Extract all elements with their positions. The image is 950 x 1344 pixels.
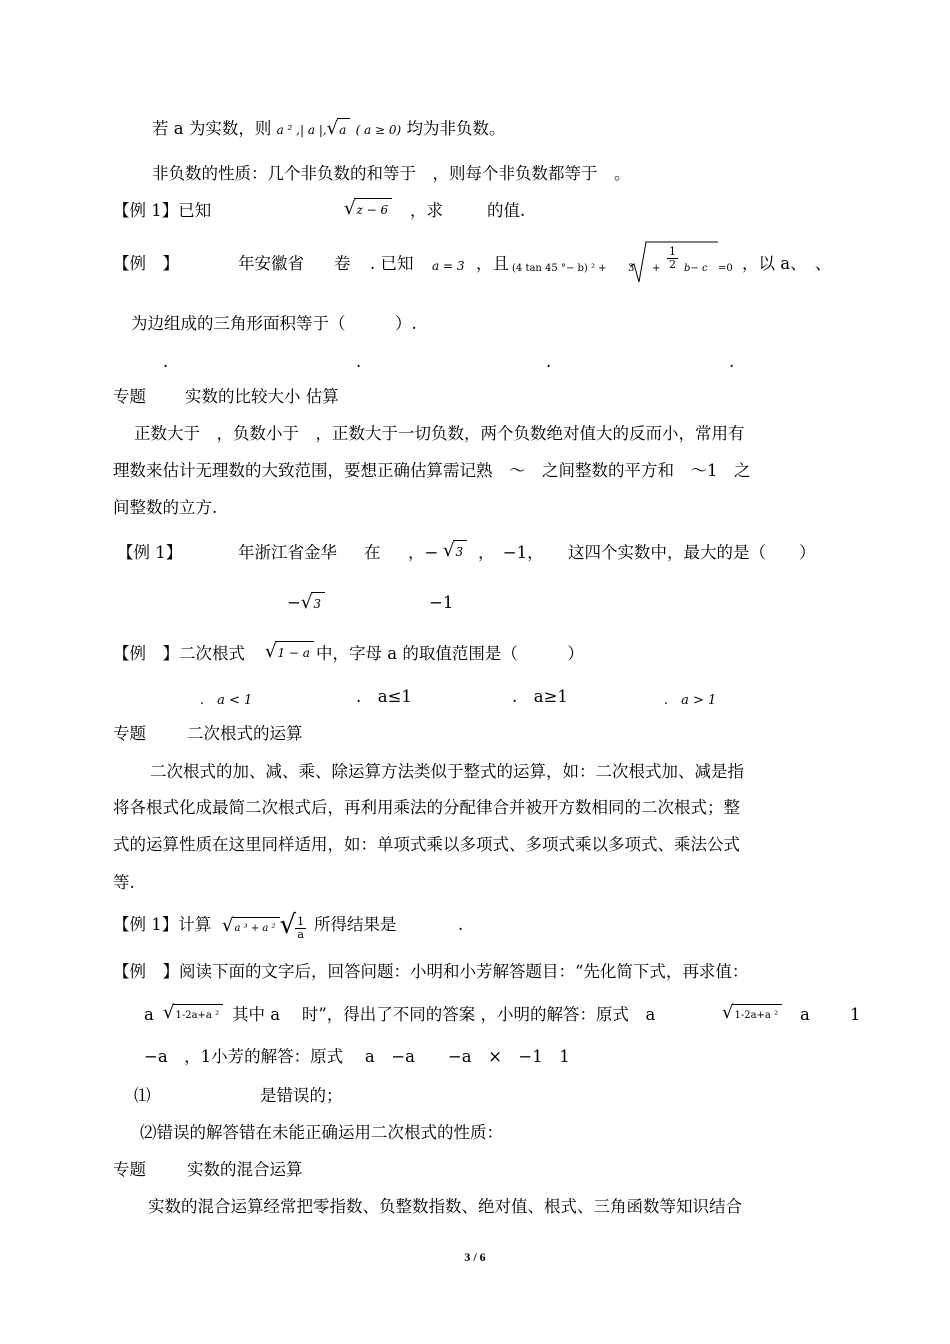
line1-cond: ( a ≥ 0): [355, 123, 402, 137]
example-3-option-d: −1: [429, 593, 454, 612]
example-6-sqrt-2: √1-2a+a ²: [722, 1002, 782, 1027]
para-1-line-2: 理数来估计无理数的大致范围，要想正确估算需记熟 ～ 之间整数的平方和 ～1 之: [113, 461, 751, 480]
example-5-label: 【例 1】计算: [113, 915, 212, 934]
example-2-expr-3: 3: [628, 263, 635, 274]
para-1-line-3: 间整数的立方.: [113, 498, 218, 517]
example-2-and: ，且: [476, 254, 509, 273]
line-nonneg-def: [152, 118, 505, 141]
example-3-neg: ，−: [408, 543, 439, 562]
example-4-question: 中，字母 a 的取值范围是（ ）: [316, 644, 584, 663]
topic-2-label: 专题: [113, 724, 146, 743]
example-1-value: 的值.: [487, 201, 526, 220]
para-2-line-2: 将各根式化成最简二次根式后，再利用乘法的分配律合并被开方数相同的二次根式；整: [113, 798, 740, 817]
example-1-sqrt: √z − 6: [344, 198, 392, 221]
example-3-label: 【例 1】: [117, 543, 183, 562]
para-2-line-4: 等.: [113, 873, 135, 892]
example-2-option-d: .: [729, 352, 735, 371]
example-2-known: . 已知: [370, 254, 414, 273]
example-2-option-c: .: [546, 352, 552, 371]
example-3-neg1: ， −1，: [478, 543, 544, 562]
example-1-ask: ，求: [410, 201, 443, 220]
example-2-paper: 卷: [334, 254, 351, 273]
example-6-line-3: −a ，1小芳的解答：原式 a −a −a × −1 1: [144, 1047, 570, 1066]
topic-3-label: 专题: [113, 1160, 146, 1179]
line1-expr: a ² ,| a |,: [276, 123, 327, 137]
example-2-question: 为边组成的三角形面积等于（ ）.: [131, 314, 417, 333]
example-2-label: 【例 】: [113, 254, 179, 273]
example-4-option-a: . a < 1: [200, 693, 253, 708]
page-number: 3 / 6: [464, 1250, 486, 1264]
example-6-sqrt-1: √1-2a+a ²: [163, 1002, 223, 1027]
example-2-expr-part1: (4 tan 45 °− b) ² +: [512, 263, 607, 274]
example-3-question: 这四个实数中，最大的是（ ）: [568, 543, 816, 562]
example-2-bc: b− c: [684, 263, 708, 274]
topic-1-title: 实数的比较大小 估算: [185, 387, 339, 406]
example-6-label: 【例 】阅读下面的文字后，回答问题：小明和小芳解答题目：“先化简下式，再求值：: [113, 962, 749, 981]
topic-1-label: 专题: [113, 387, 146, 406]
example-5-sqrt: √a ³ + a ² √ $\frac{1}{a}$: [222, 910, 305, 941]
example-3-year: 年浙江省金华: [238, 543, 337, 562]
example-2-plus: +: [652, 263, 661, 274]
example-2-eq0: =0: [718, 263, 733, 274]
example-2-sides: ，以 a、 、: [742, 254, 832, 273]
example-2-year: 年安徽省: [238, 254, 304, 273]
example-1-label: 【例 1】已知: [113, 201, 212, 220]
example-4-option-c: . a≥1: [512, 687, 568, 706]
para-3-line-1: 实数的混合运算经常把零指数、负整数指数、绝对值、根式、三角函数等知识结合: [148, 1197, 742, 1216]
example-5-dot: .: [458, 915, 464, 934]
example-6-a2: a: [800, 1005, 810, 1024]
example-3-sqrt3: √3: [443, 540, 467, 563]
topic-2-title: 二次根式的运算: [187, 724, 303, 743]
example-2-option-a: .: [163, 352, 169, 371]
line-nonneg-property: 非负数的性质：几个非负数的和等于 ，则每个非负数都等于 。: [152, 164, 631, 183]
line1-prefix: 若 a 为实数，则: [152, 119, 272, 138]
para-2-line-1: 二次根式的加、减、乘、除运算方法类似于整式的运算，如：二次根式加、减是指: [150, 762, 744, 781]
example-6-line-2: 其中 a 时”，得出了不同的答案 ，小明的解答：原式 a: [232, 1005, 656, 1024]
example-3-option-b: −√3: [287, 592, 325, 615]
example-4-sqrt: √1 − a: [265, 641, 314, 664]
example-5-tail: 所得结果是: [314, 915, 397, 934]
example-2-option-b: .: [356, 352, 362, 371]
example-4-option-b: . a≤1: [356, 687, 412, 706]
para-1-line-1: 正数大于 ，负数小于 ，正数大于一切负数，两个负数绝对值大的反而小，常用有: [134, 424, 745, 443]
example-4-option-d: . a > 1: [664, 693, 717, 708]
para-2-line-3: 式的运算性质在这里同样适用，如：单项式乘以多项式、多项式乘以多项式、乘法公式: [113, 835, 740, 854]
example-3-in: 在: [364, 543, 381, 562]
example-6-one: 1: [850, 1005, 861, 1024]
example-6-q1: 是错误的；: [260, 1086, 343, 1105]
example-6-a: a: [144, 1005, 154, 1024]
example-4-label: 【例 】二次根式: [113, 644, 245, 663]
example-2-frac: $\frac{1}{2}$: [669, 245, 676, 271]
line1-suffix: 均为非负数。: [406, 119, 506, 138]
example-6-q2: ⑵错误的解答错在未能正确运用二次根式的性质：: [140, 1123, 503, 1142]
sqrt-a: √a: [327, 118, 351, 141]
topic-3-title: 实数的混合运算: [187, 1160, 303, 1179]
example-2-cond: a = 3: [432, 259, 465, 273]
example-6-q1-mark: ⑴: [134, 1086, 151, 1105]
